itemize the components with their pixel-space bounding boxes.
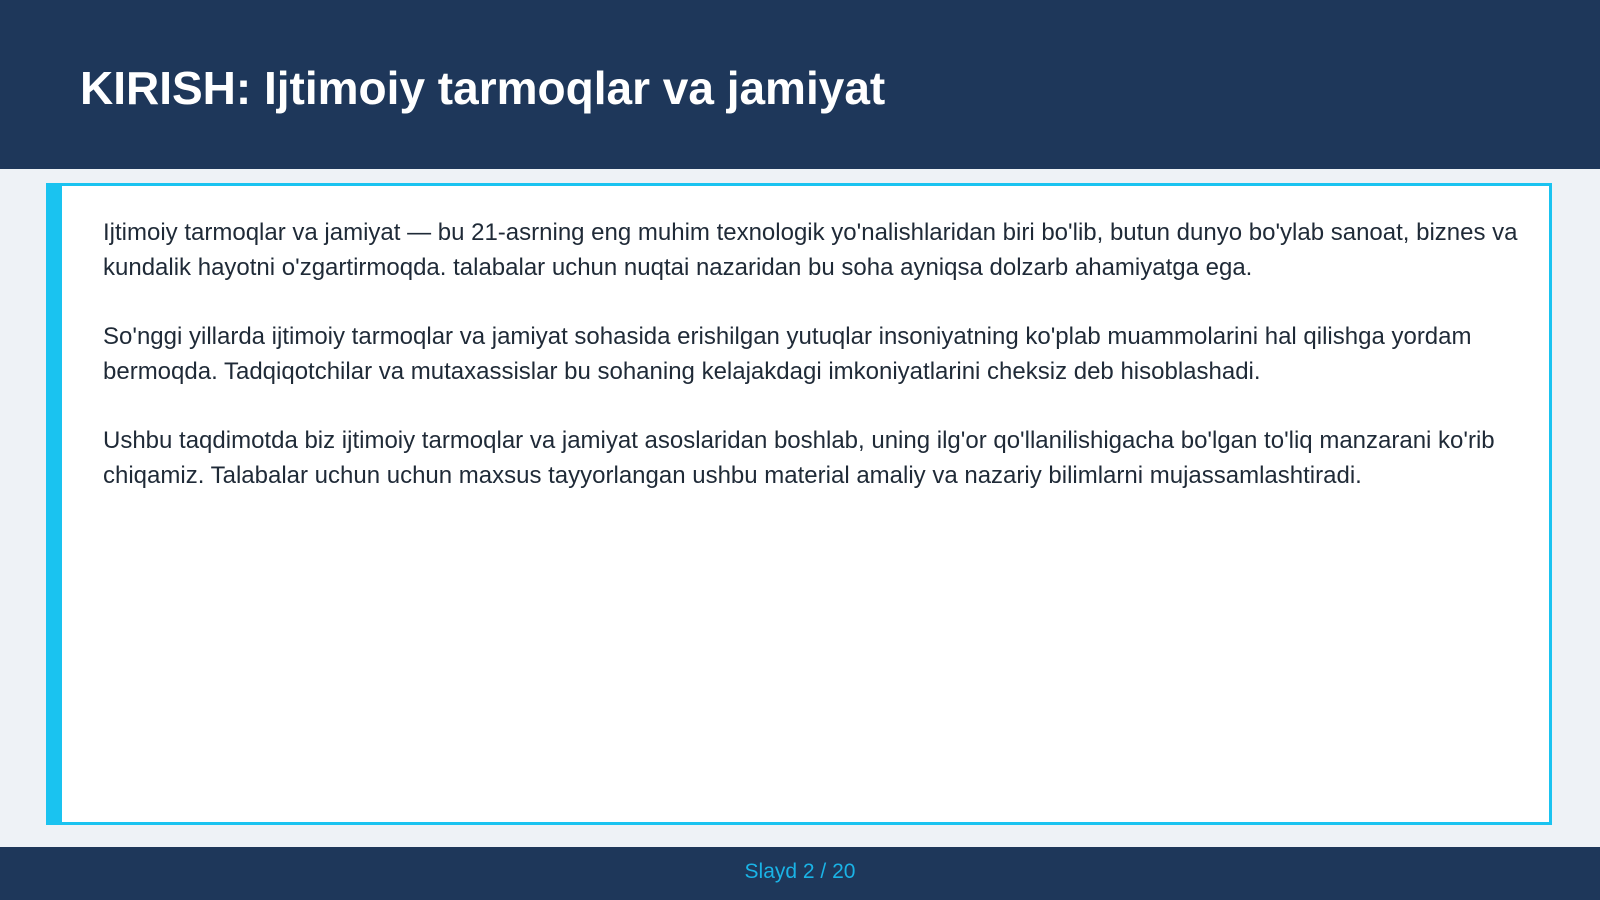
content-paragraph-1: Ijtimoiy tarmoqlar va jamiyat — bu 21-asrning eng muhim texnologik yo'nalishlaridan biri bo'lib, butun dunyo bo'ylab sanoat, biznes va kundalik hayotni o'zgartirmoqda. talabalar uchun nuqtai nazaridan bu soha ayniqsa dolzarb ahamiyatga ega. [103,219,1518,281]
slide-title: KIRISH: Ijtimoiy tarmoqlar va jamiyat [80,62,886,114]
content-text [103,216,1523,528]
slide-header [0,0,1600,169]
slide-footer [0,847,1600,900]
content-panel [46,183,1552,825]
content-paragraph-3: Ushbu taqdimotda biz ijtimoiy tarmoqlar va jamiyat asoslaridan boshlab, uning ilg'or qo'llanilishigacha bo'lgan to'liq manzarani ko'rib chiqamiz. Talabalar uchun uchun maxsus tayyorlangan ushbu material amaliy va nazariy bilimlarni mujassamlashtiradi. [103,427,1495,489]
content-paragraph-2: So'nggi yillarda ijtimoiy tarmoqlar va jamiyat sohasida erishilgan yutuqlar insoniyatning ko'plab muammolarini hal qilishga yordam bermoqda. Tadqiqotchilar va mutaxassislar bu sohaning kelajakdagi imkoniyatlarini cheksiz deb hisoblashadi. [103,323,1472,385]
slide-counter: Slayd 2 / 20 [744,860,856,883]
